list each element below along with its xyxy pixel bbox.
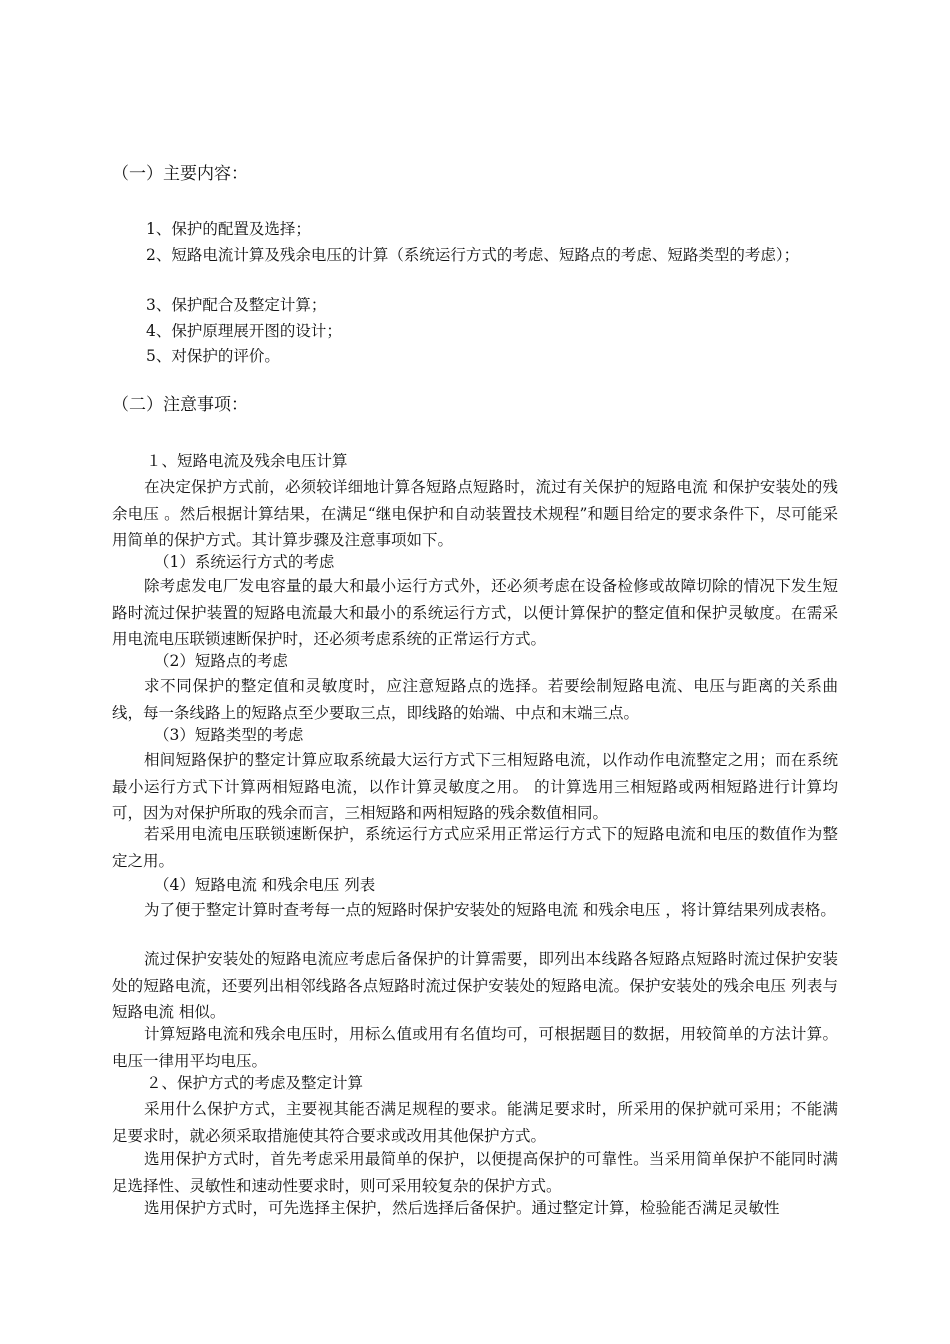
paragraph: 除考虑发电厂发电容量的最大和最小运行方式外，还必须考虑在设备检修或故障切除的情况下发生短路时流过保护装置的短路电流最大和最小的系统运行方式，以便计算保护的整定值和保护灵敏度。在需采用电流电压联锁速断保护时，还必须考虑系统的正常运行方式。 [112,577,838,648]
subsection-title-fault-type: （3）短路类型的考虑 [154,726,304,744]
paragraph: 若采用电流电压联锁速断保护，系统运行方式应采用正常运行方式下的短路电流和电压的数值作为整定之用。 [112,825,838,870]
paragraph: 选用保护方式时，首先考虑采用最简单的保护，以便提高保护的可靠性。当采用简单保护不能同时满足选择性、灵敏性和速动性要求时，则可采用较复杂的保护方式。 [112,1150,838,1195]
section-heading-main-content: （一）主要内容： [112,164,248,184]
subsection-title-operation-mode: （1）系统运行方式的考虑 [154,553,335,571]
list-item: 5、对保护的评价。 [146,347,280,365]
paragraph: 相间短路保护的整定计算应取系统最大运行方式下三相短路电流，以作动作电流整定之用；而在系统最小运行方式下计算两相短路电流，以作计算灵敏度之用。 的计算选用三相短路或两相短路进行计算均可，因为对保护所取的残余而言，三相短路和两相短路的残余数值相同。 [112,751,838,822]
paragraph: 流过保护安装处的短路电流应考虑后备保护的计算需要，即列出本线路各短路点短路时流过保护安装处的短路电流，还要列出相邻线路各点短路时流过保护安装处的短路电流。保护安装处的残余电压 列表与短路电流 相似。 [112,950,838,1021]
paragraph: 为了便于整定计算时查考每一点的短路时保护安装处的短路电流 和残余电压 ，将计算结果列成表格。 [144,901,836,919]
subsection-title-fault-point: （2）短路点的考虑 [154,652,288,670]
section-heading-notes: （二）注意事项： [112,395,248,415]
list-item: 2、短路电流计算及残余电压的计算（系统运行方式的考虑、短路点的考虑、短路类型的考虑）； [146,246,800,264]
paragraph: 选用保护方式时，可先选择主保护，然后选择后备保护。通过整定计算，检验能否满足灵敏性 [144,1199,780,1217]
subsection-title-table: （4）短路电流 和残余电压 列表 [154,876,376,894]
paragraph: 采用什么保护方式，主要视其能否满足规程的要求。能满足要求时，所采用的保护就可采用；不能满足要求时，就必须采取措施使其符合要求或改用其他保护方式。 [112,1100,838,1145]
subsection-title-short-circuit: １、短路电流及残余电压计算 [146,452,348,470]
paragraph: 在决定保护方式前，必须较详细地计算各短路点短路时，流过有关保护的短路电流 和保护安装处的残余电压 。然后根据计算结果，在满足“继电保护和自动装置技术规程”和题目给定的要求条件下，尽可能采用简单的保护方式。其计算步骤及注意事项如下。 [112,478,838,549]
paragraph: 计算短路电流和残余电压时，用标么值或用有名值均可，可根据题目的数据，用较简单的方法计算。电压一律用平均电压。 [112,1025,838,1070]
subsection-title-protection-mode: ２、保护方式的考虑及整定计算 [146,1074,364,1092]
list-item: 1、保护的配置及选择； [146,220,311,238]
list-item: 4、保护原理展开图的设计； [146,322,342,340]
paragraph: 求不同保护的整定值和灵敏度时，应注意短路点的选择。若要绘制短路电流、电压与距离的关系曲线，每一条线路上的短路点至少要取三点，即线路的始端、中点和末端三点。 [112,677,838,722]
list-item: 3、保护配合及整定计算； [146,296,327,314]
